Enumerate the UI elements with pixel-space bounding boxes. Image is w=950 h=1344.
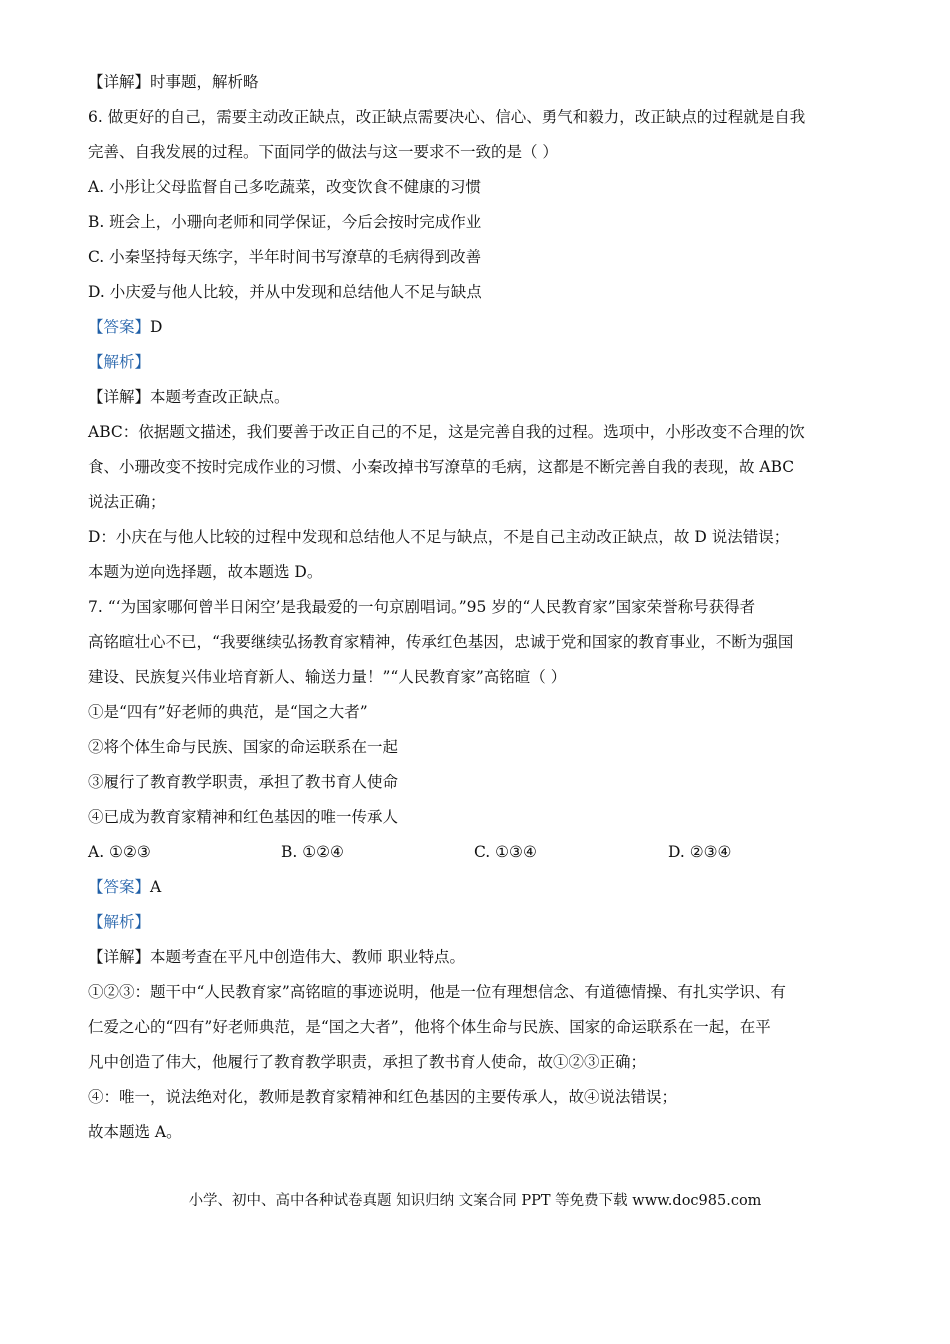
q6-explanation-line-3: 说法正确； — [88, 493, 166, 511]
q7-explanation-line-4: ④：唯一，说法绝对化，教师是教育家精神和红色基因的主要传承人，故④说法错误； — [88, 1088, 678, 1106]
q7-option-b: B. ①②④ — [281, 843, 344, 861]
answer-value: A — [150, 878, 162, 896]
q6-option-c: C. 小秦坚持每天练字，半年时间书写潦草的毛病得到改善 — [88, 248, 482, 266]
page-content — [88, 72, 868, 1157]
q6-option-a: A. 小彤让父母监督自己多吃蔬菜，改变饮食不健康的习惯 — [88, 178, 482, 196]
q6-analysis-tag: 【解析】 — [88, 353, 151, 371]
q7-options-row — [88, 842, 868, 862]
detail-tag: 【详解】 — [88, 388, 151, 406]
q6-explanation-line-2: 食、小珊改变不按时完成作业的习惯、小秦改掉书写潦草的毛病，这都是不断完善自我的表现，故 ABC — [88, 458, 795, 476]
q6-explanation-line-5: 本题为逆向选择题，故本题选 D。 — [88, 563, 323, 581]
q7-option-c: C. ①③④ — [474, 843, 537, 861]
q6-explanation-line-1: ABC：依据题文描述，我们要善于改正自己的不足，这是完善自我的过程。选项中，小彤改变不合理的饮 — [88, 423, 805, 441]
q6-stem-line-2: 完善、自我发展的过程。下面同学的做法与这一要求不一致的是（ ） — [88, 143, 558, 161]
q7-option-d: D. ②③④ — [668, 843, 732, 861]
q6-answer-line — [88, 317, 868, 337]
q7-stem-line-1: 7. “‘为国家哪何曾半日闲空’是我最爱的一句京剧唱词。”95 岁的“人民教育家”国家荣誉称号获得者 — [88, 598, 756, 616]
page-footer: 小学、初中、高中各种试卷真题 知识归纳 文案合同 PPT 等免费下载 www.doc985.com — [188, 1193, 762, 1209]
q7-option-a: A. ①②③ — [88, 843, 151, 861]
q7-answer-line — [88, 877, 868, 897]
detail-text: 本题考查在平凡中创造伟大、教师 职业特点。 — [150, 948, 465, 966]
detail-line — [88, 72, 868, 92]
q6-explanation-line-4: D：小庆在与他人比较的过程中发现和总结他人不足与缺点，不是自己主动改正缺点，故 D 说法错误； — [88, 528, 790, 546]
detail-text: 时事题，解析略 — [150, 73, 259, 91]
q7-explanation-line-2: 仁爱之心的“四有”好老师典范，是“国之大者”，他将个体生命与民族、国家的命运联系在一起，在平 — [88, 1018, 771, 1036]
q7-explanation-line-5: 故本题选 A。 — [88, 1123, 182, 1141]
q7-detail-line — [88, 947, 868, 967]
q7-analysis-tag: 【解析】 — [88, 913, 151, 931]
detail-text: 本题考查改正缺点。 — [150, 388, 290, 406]
q7-stem-line-3: 建设、民族复兴伟业培育新人、输送力量！”“人民教育家”高铭暄（ ） — [88, 668, 567, 686]
q7-item-4: ④已成为教育家精神和红色基因的唯一传承人 — [88, 808, 399, 826]
q6-option-d: D. 小庆爱与他人比较，并从中发现和总结他人不足与缺点 — [88, 283, 482, 301]
q7-explanation-line-3: 凡中创造了伟大，他履行了教育教学职责，承担了教书育人使命，故①②③正确； — [88, 1053, 647, 1071]
detail-tag: 【详解】 — [88, 948, 151, 966]
answer-tag: 【答案】 — [88, 318, 151, 336]
q7-stem-line-2: 高铭暄壮心不已，“我要继续弘扬教育家精神，传承红色基因，忠诚于党和国家的教育事业，不断为强国 — [88, 633, 794, 651]
q6-detail-line — [88, 387, 868, 407]
q7-item-2: ②将个体生命与民族、国家的命运联系在一起 — [88, 738, 399, 756]
answer-value: D — [150, 318, 163, 336]
q7-item-3: ③履行了教育教学职责，承担了教书育人使命 — [88, 773, 399, 791]
q7-explanation-line-1: ①②③：题干中“人民教育家”高铭暄的事迹说明，他是一位有理想信念、有道德情操、有扎实学识、有 — [88, 983, 786, 1001]
answer-tag: 【答案】 — [88, 878, 151, 896]
q6-stem-line-1: 6. 做更好的自己，需要主动改正缺点，改正缺点需要决心、信心、勇气和毅力，改正缺点的过程就是自我 — [88, 108, 806, 126]
q6-option-b: B. 班会上，小珊向老师和同学保证，今后会按时完成作业 — [88, 213, 482, 231]
q7-item-1: ①是“四有”好老师的典范，是“国之大者” — [88, 703, 368, 721]
detail-tag: 【详解】 — [88, 73, 151, 91]
